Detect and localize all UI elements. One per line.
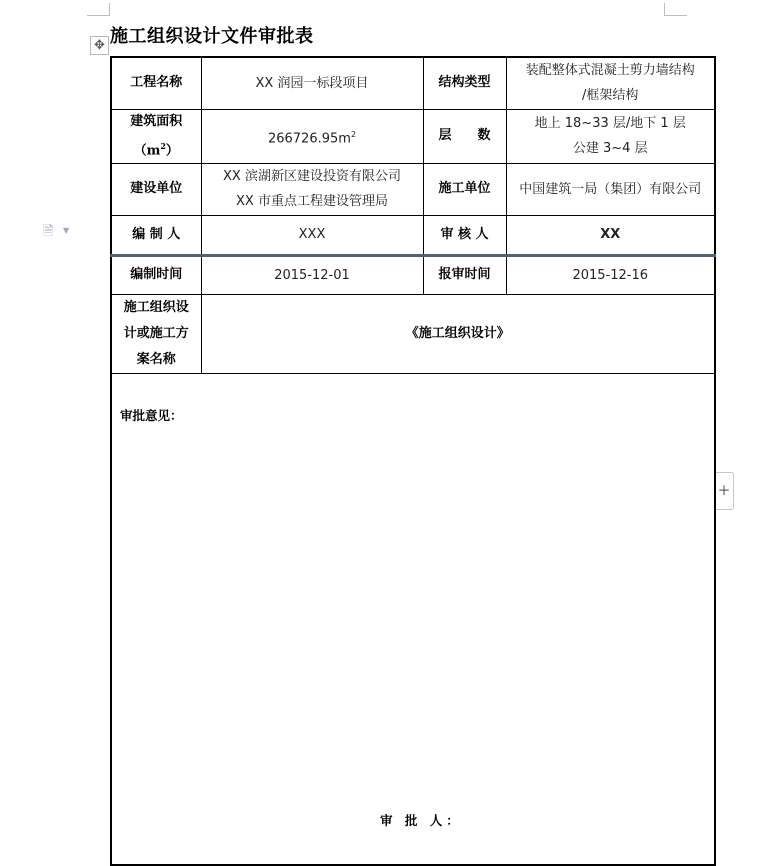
table-row bbox=[111, 57, 715, 109]
owner-line-1: XX 滨湖新区建设投资有限公司 bbox=[223, 169, 401, 185]
submit-date-label: 报审时间 bbox=[423, 255, 506, 294]
structure-type-label: 结构类型 bbox=[423, 57, 506, 109]
structure-type-line-1: 装配整体式混凝土剪力墙结构 bbox=[525, 63, 695, 79]
approval-form-table bbox=[110, 56, 716, 866]
reviewer-value: XX bbox=[506, 215, 715, 255]
table-row bbox=[111, 215, 715, 255]
structure-type-line-2: /框架结构 bbox=[582, 88, 639, 104]
table-row bbox=[111, 109, 715, 163]
author-label: 编 制 人 bbox=[111, 215, 201, 255]
contractor-label: 施工单位 bbox=[423, 163, 506, 215]
crop-mark-top-right bbox=[664, 3, 687, 16]
contractor-value: 中国建筑一局（集团）有限公司 bbox=[506, 163, 715, 215]
area-label bbox=[111, 109, 201, 163]
area-label-line-2: $(m^2)$ bbox=[133, 140, 179, 158]
table-row bbox=[111, 255, 715, 294]
crop-mark-top-left bbox=[87, 3, 110, 16]
compile-date-label: 编制时间 bbox=[111, 255, 201, 294]
reviewer-label: 审 核 人 bbox=[423, 215, 506, 255]
compile-date-value: 2015-12-01 bbox=[201, 255, 423, 294]
approver-label: 审 批 人： bbox=[380, 812, 463, 828]
plan-name-label-line-2: 计或施工方 bbox=[123, 325, 189, 341]
approval-opinion-cell[interactable] bbox=[111, 373, 715, 865]
plan-name-label-line-1: 施工组织设 bbox=[123, 299, 189, 315]
plan-name-label-line-3: 案名称 bbox=[136, 351, 176, 367]
owner-label: 建设单位 bbox=[111, 163, 201, 215]
table-row bbox=[111, 294, 715, 373]
plus-icon[interactable]: + bbox=[714, 472, 734, 510]
plan-name-label bbox=[111, 294, 201, 373]
table-row bbox=[111, 163, 715, 215]
area-value: $266726.95m^2$ bbox=[201, 109, 423, 163]
submit-date-value: 2015-12-16 bbox=[506, 255, 715, 294]
floors-line-2: 公建 3~4 层 bbox=[572, 141, 648, 157]
structure-type-value bbox=[506, 57, 715, 109]
project-name-value: XX 润园一标段项目 bbox=[201, 57, 423, 109]
floors-value bbox=[506, 109, 715, 163]
owner-line-2: XX 市重点工程建设管理局 bbox=[236, 194, 388, 210]
floors-line-1: 地上 18~33 层/地下 1 层 bbox=[534, 116, 686, 132]
area-label-line-1: 建筑面积 bbox=[130, 113, 183, 129]
approval-opinion-label: 审批意见： bbox=[120, 407, 183, 423]
chevron-down-icon[interactable]: ▼ bbox=[63, 226, 70, 235]
floors-label: 层 数 bbox=[423, 109, 506, 163]
table-row bbox=[111, 373, 715, 865]
plan-name-value: 《施工组织设计》 bbox=[201, 294, 715, 373]
page-title: 施工组织设计文件审批表 bbox=[110, 26, 314, 47]
project-name-label: 工程名称 bbox=[111, 57, 201, 109]
owner-value bbox=[201, 163, 423, 215]
author-value: XXX bbox=[201, 215, 423, 255]
move-arrows-icon[interactable]: ✥ bbox=[90, 36, 109, 55]
document-icon[interactable]: 🗎 bbox=[43, 224, 54, 239]
